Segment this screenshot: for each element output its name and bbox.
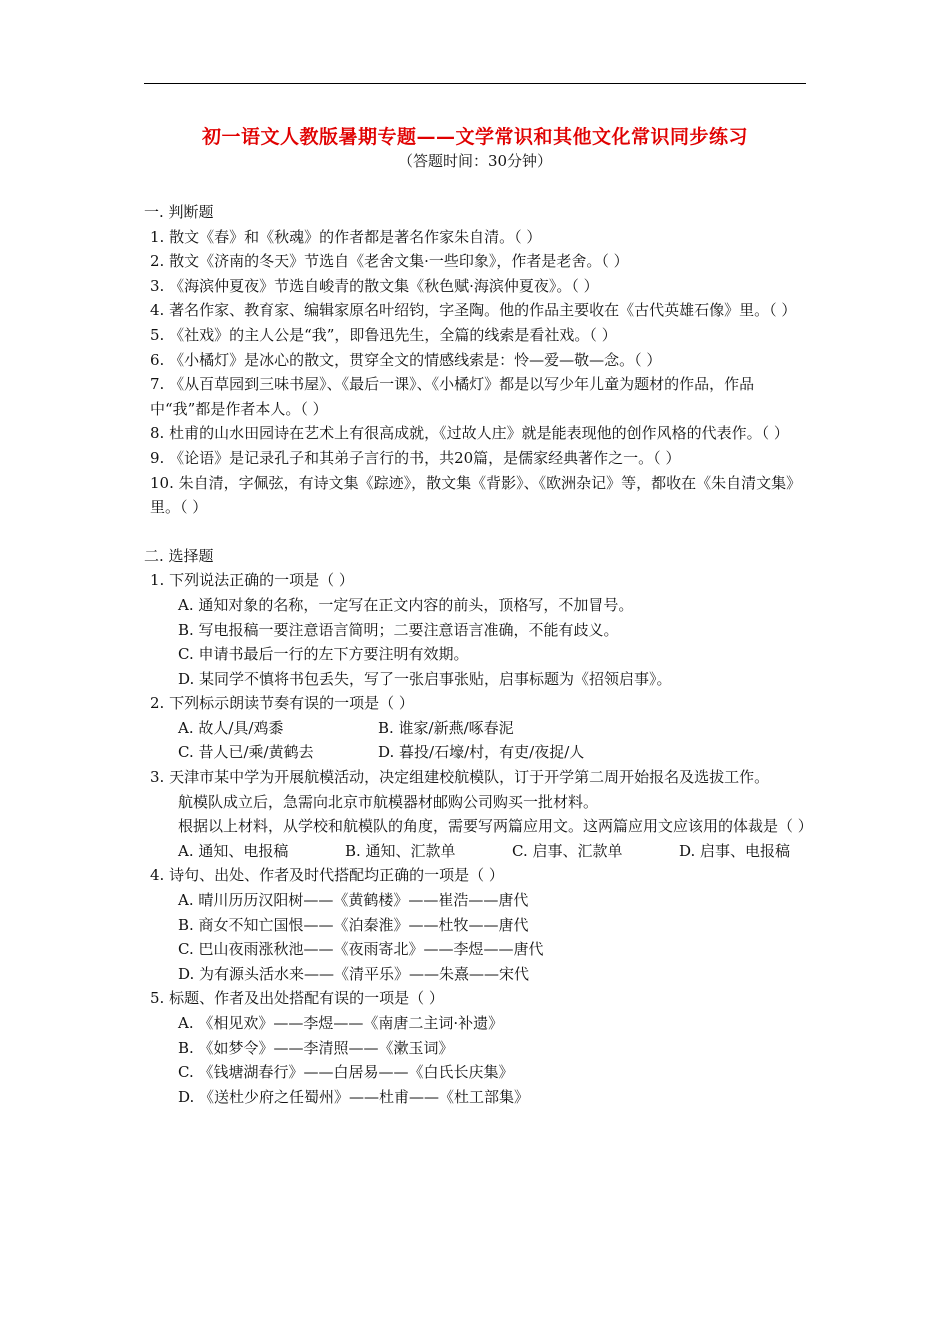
choice-option: C. 申请书最后一行的左下方要注明有效期。 xyxy=(178,645,469,664)
judgement-item: 7. 《从百草园到三味书屋》、《最后一课》、《小橘灯》都是以写少年儿童为题材的作品，作品中“我”都是作者本人。（ ） xyxy=(150,375,755,418)
choice-option-row xyxy=(144,740,808,765)
judgement-item: 8. 杜甫的山水田园诗在艺术上有很高成就，《过故人庄》就是能表现他的创作风格的代表作。（ ） xyxy=(150,424,789,443)
choice-option: A. 《相见欢》——李煜——《南唐二主词·补遗》 xyxy=(178,1014,504,1032)
choice-option: C. 《钱塘湖春行》——白居易——《白氏长庆集》 xyxy=(178,1063,514,1082)
choice-question-stem: 2. 下列标示朗读节奏有误的一项是（ ） xyxy=(150,694,414,713)
section-heading-judgement: 一. 判断题 xyxy=(144,203,214,221)
question-paragraph: 航模队成立后，急需向北京市航模器材邮购公司购买一批材料。 xyxy=(178,792,599,811)
choice-option: D. 某同学不慎将书包丢失，写了一张启事张贴，启事标题为《招领启事》。 xyxy=(178,669,672,688)
judgement-item: 10. 朱自清，字佩弦，有诗文集《踪迹》，散文集《背影》、《欧洲杂记》等，都收在《朱自清文集》里。（ ） xyxy=(150,473,802,517)
choice-option: D. 启事、电报稿 xyxy=(679,841,791,860)
choice-question-stem: 3. 天津市某中学为开展航模活动，决定组建校航模队，订于开学第二周开始报名及选拔工作。 xyxy=(150,768,770,787)
judgement-item: 4. 著名作家、教育家、编辑家原名叶绍钧，字圣陶。他的作品主要收在《古代英雄石像》里。（ ） xyxy=(150,301,797,320)
question-paragraph: 根据以上材料，从学校和航模队的角度，需要写两篇应用文。这两篇应用文应该用的体裁是（ ） xyxy=(178,817,813,836)
choice-option: D. 暮投/石壕/村，有吏/夜捉/人 xyxy=(378,743,585,762)
judgement-item: 5. 《社戏》的主人公是“我”，即鲁迅先生，全篇的线索是看社戏。（ ） xyxy=(150,325,617,344)
choice-option: A. 通知、电报稿 xyxy=(178,841,289,860)
document-body xyxy=(144,200,813,1109)
page-subtitle: （答题时间：30分钟） xyxy=(397,152,553,170)
choice-option: D. 《送杜少府之任蜀州》——杜甫——《杜工部集》 xyxy=(178,1087,530,1106)
choice-question-stem: 4. 诗句、出处、作者及时代搭配均正确的一项是（ ） xyxy=(150,866,504,885)
choice-option: B. 商女不知亡国恨——《泊秦淮》——杜牧——唐代 xyxy=(178,915,529,934)
choice-option: C. 昔人已/乘/黄鹤去 xyxy=(178,743,314,762)
choice-option: A. 故人/具/鸡黍 xyxy=(178,718,284,737)
choice-question-stem: 1. 下列说法正确的一项是（ ） xyxy=(150,571,354,590)
choice-option: A. 通知对象的名称，一定写在正文内容的前头，顶格写，不加冒号。 xyxy=(178,595,634,614)
choice-option-row xyxy=(144,716,808,741)
choice-option: B. 谁家/新燕/啄春泥 xyxy=(378,718,514,737)
judgement-item: 6. 《小橘灯》是冰心的散文，贯穿全文的情感线索是：怜—爱—敬—念。（ ） xyxy=(150,350,662,369)
choice-option: C. 巴山夜雨涨秋池——《夜雨寄北》——李煜——唐代 xyxy=(178,940,544,959)
choice-option: B. 《如梦令》——李清照——《漱玉词》 xyxy=(178,1038,454,1057)
judgement-item: 1. 散文《春》和《秋魂》的作者都是著名作家朱自清。（ ） xyxy=(150,227,542,246)
judgement-item: 9. 《论语》是记录孔子和其弟子言行的书，共20篇，是儒家经典著作之一。（ ） xyxy=(150,448,681,467)
judgement-item: 2. 散文《济南的冬天》节选自《老舍文集·一些印象》，作者是老舍。（ ） xyxy=(150,252,629,271)
header-rule xyxy=(144,83,806,84)
choice-option: A. 晴川历历汉阳树——《黄鹤楼》——崔浩——唐代 xyxy=(178,891,529,910)
choice-option: B. 写电报稿一要注意语言简明；二要注意语言准确，不能有歧义。 xyxy=(178,620,619,639)
choice-option: C. 启事、汇款单 xyxy=(512,841,623,860)
judgement-item: 3. 《海滨仲夏夜》节选自峻青的散文集《秋色赋·海滨仲夏夜》。（ ） xyxy=(150,276,599,295)
choice-question-stem: 5. 标题、作者及出处搭配有误的一项是（ ） xyxy=(150,989,444,1008)
choice-option: B. 通知、汇款单 xyxy=(345,841,456,860)
choice-option-row xyxy=(144,839,808,864)
section-gap xyxy=(144,520,808,544)
section-heading-choice: 二. 选择题 xyxy=(144,546,214,565)
page-title: 初一语文人教版暑期专题——文学常识和其他文化常识同步练习 xyxy=(201,126,748,148)
choice-option: D. 为有源头活水来——《清平乐》——朱熹——宋代 xyxy=(178,964,530,983)
